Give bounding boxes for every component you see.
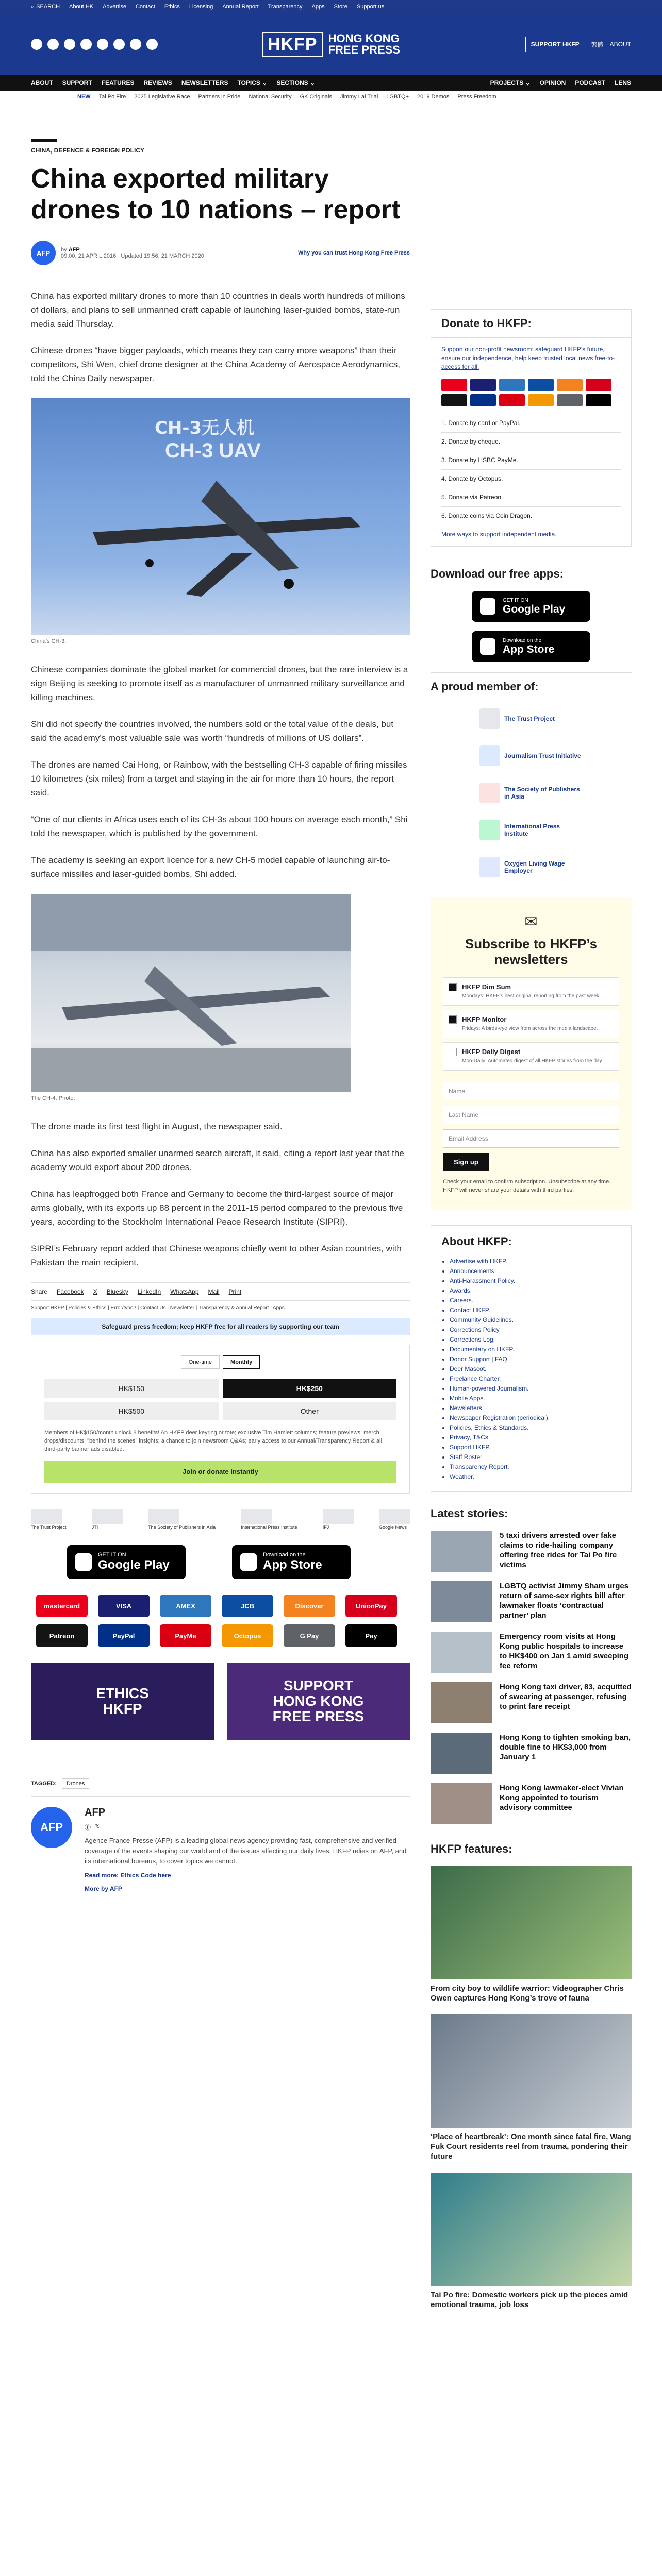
google-pay-icon[interactable]: G Pay [284, 1624, 335, 1647]
newsletter-note: Check your email to confirm subscription. Unsubscribe at any time. HKFP will never share your details with third parties. [443, 1179, 611, 1193]
trending-item[interactable]: GK Originals [300, 93, 332, 100]
drone-silhouette [31, 398, 410, 635]
press-freedom-banner[interactable]: Safeguard press freedom; keep HKFP free for all readers by supporting our team [31, 1318, 410, 1335]
checkbox-checked[interactable] [449, 1015, 457, 1024]
trending-item[interactable]: Press Freedom [457, 93, 496, 100]
article-paragraph: China has exported military drones to more than 10 countries in deals worth hundreds of millions of dollars, and plans to sell unmanned craft capable of launching laser-guided bombs, state-run media said Thursday. [31, 291, 405, 329]
image-caption: The CH-4. Photo: [31, 1095, 75, 1101]
site-header [0, 13, 662, 75]
newsletter-signup [431, 897, 632, 1210]
about-link[interactable]: • Weather. [450, 1472, 621, 1482]
amount-option[interactable]: HK$500 [44, 1402, 219, 1420]
visa-icon [470, 379, 496, 391]
mastercard-icon[interactable]: mastercard [36, 1595, 88, 1617]
main-nav [0, 75, 662, 91]
publish-date: 09:00, 21 APRIL 2016 [61, 253, 117, 259]
latest-story[interactable]: Hong Kong lawmaker-elect Vivian Kong appointed to tourism advisory committee [431, 1783, 632, 1824]
paypal-icon[interactable]: PayPal [98, 1624, 150, 1647]
apple-icon [480, 638, 495, 655]
donate-option[interactable]: 3. Donate by HSBC PayMe. [441, 451, 621, 469]
updated-date: Updated 19:56, 21 MARCH 2020 [121, 253, 204, 259]
facebook-icon[interactable]: ⓕ [85, 1824, 91, 1831]
share-whatsapp[interactable]: WhatsApp [170, 1288, 199, 1295]
topbar-link[interactable]: Ethics [164, 4, 180, 10]
chinese-link[interactable]: 繁體 [591, 41, 604, 48]
envelope-icon: ✉ [524, 913, 538, 930]
tag-drones[interactable]: Drones [62, 1778, 89, 1789]
member-title: A proud member of: [431, 672, 632, 693]
article [31, 139, 410, 2321]
article-paragraph: China has leapfrogged both France and Germany to become the third-largest source of major arms globally, with its exports up 88 percent in the 2011-15 period compared to the previous five years, according to the Stockholm International Peace Research Institute (SIPRI). [31, 1189, 403, 1227]
trust-logos: The Trust Project JTI The Society of Publishers in Asia International Press Institute IFJ Google News [31, 1509, 410, 1530]
social-icons [31, 39, 158, 50]
ifj-logo[interactable] [323, 1509, 354, 1524]
patreon-icon [441, 394, 467, 406]
share-facebook[interactable]: Facebook [57, 1288, 84, 1295]
latest-story[interactable]: Hong Kong taxi driver, 83, acquitted of swearing at passenger, refusing to print fare receipt [431, 1682, 632, 1723]
about-link[interactable]: • Corrections Log. [450, 1335, 621, 1345]
donate-option[interactable]: 6. Donate coins via Coin Dragon. [441, 506, 621, 525]
latest-story[interactable]: Emergency room visits at Hong Kong public hospitals to increase to HK$400 on Jan 1 amid sweeping fee reform [431, 1632, 632, 1673]
feature-story[interactable]: ‘Place of heartbreak’: One month since fatal fire, Wang Fuk Court residents reel from trauma, pondering their future [431, 2014, 632, 2161]
linkedin-icon[interactable] [113, 39, 125, 50]
sopa-icon [479, 783, 500, 803]
oxygen-logo[interactable]: Oxygen Living Wage Employer [479, 852, 583, 882]
share-linkedin[interactable]: LinkedIn [137, 1288, 161, 1295]
author-name[interactable]: AFP [68, 247, 80, 253]
google-play-badge[interactable]: GET IT ON Google Play [472, 591, 590, 622]
share-bluesky[interactable]: Bluesky [106, 1288, 128, 1295]
more-ways-link[interactable]: More ways to support independent media. [441, 531, 557, 538]
about-link[interactable]: • Documentary on HKFP. [450, 1345, 621, 1354]
topbar-link[interactable]: Store [334, 4, 347, 10]
jcb-icon [528, 379, 554, 391]
drone-photo-ch3: CH-3无人机 CH-3 UAV [31, 398, 410, 635]
trending-item[interactable]: LGBTQ+ [386, 93, 409, 100]
share-mail[interactable]: Mail [208, 1288, 220, 1295]
author-box [31, 1796, 410, 1893]
trending-item[interactable]: Jimmy Lai Trial [340, 93, 378, 100]
article-paragraph: China has also exported smaller unarmed search aircraft, it said, citing a report last year that the academy would export about 200 drones. [31, 1148, 404, 1172]
monthly-tab[interactable]: Monthly [223, 1355, 260, 1369]
payment-methods [31, 1595, 410, 1647]
top-utility-bar [0, 0, 662, 13]
ipi-logo[interactable]: International Press Institute [479, 815, 583, 845]
discover-icon [557, 379, 583, 391]
share-bar: Share Facebook X Bluesky LinkedIn WhatsApp Mail Print [31, 1282, 410, 1301]
topbar-link[interactable]: About HK [69, 4, 94, 10]
donate-box [431, 309, 632, 547]
donate-option[interactable]: 2. Donate by cheque. [441, 432, 621, 451]
donate-option[interactable]: 1. Donate by card or PayPal. [441, 414, 621, 432]
mastercard-icon [441, 379, 467, 391]
last-name-input[interactable]: Last Name [443, 1106, 619, 1124]
about-link[interactable]: • Contact HKFP. [450, 1306, 621, 1315]
facebook-icon[interactable] [31, 39, 42, 50]
nav-item[interactable]: SECTIONS ⌄ [276, 79, 316, 87]
latest-story[interactable]: 5 taxi drivers arrested over fake claims to ride-hailing company offering free rides for Tai Po fire victims [431, 1531, 632, 1572]
trending-item[interactable]: National Security [249, 93, 292, 100]
about-link[interactable]: • Deer Mascot. [450, 1364, 621, 1374]
about-link[interactable]: • Corrections Policy. [450, 1325, 621, 1335]
newsletter-title: Subscribe to HKFP’s newsletters [465, 936, 598, 967]
article-paragraph: The academy is seeking an export licence for a new CH-5 model capable of launching air-to-surface missiles and laser-guided bombs, Shi added. [31, 855, 390, 879]
x-icon[interactable]: 𝕏 [95, 1823, 100, 1830]
unionpay-icon[interactable]: UnionPay [345, 1595, 397, 1617]
trending-item[interactable]: Partners in Pride [198, 93, 241, 100]
nav-item[interactable]: FEATURES [101, 79, 135, 87]
about-link[interactable]: • Newspaper Registration (periodical). [450, 1413, 621, 1423]
article-category[interactable]: CHINA, DEFENCE & FOREIGN POLICY [31, 147, 145, 154]
topbar-link[interactable]: Advertise [103, 4, 126, 10]
trust-project-logo[interactable] [31, 1509, 62, 1524]
instagram-icon[interactable] [64, 39, 75, 50]
trending-item[interactable]: 2019 Demos [417, 93, 450, 100]
trending-bar: NEW Tai Po Fire 2025 Legislative Race Partners in Pride National Security GK Originals Jimmy Lai Trial LGBTQ+ 2019 Demos Press Freedom [0, 91, 662, 103]
author-avatar[interactable]: AFP [31, 1807, 72, 1848]
topbar-link[interactable]: Transparency [268, 4, 303, 10]
article-paragraph: SIPRI’s February report added that Chinese weapons chiefly went to other Asian countries, with Pakistan the main recipient. [31, 1244, 402, 1267]
promo-banners [31, 1663, 410, 1740]
jti-logo[interactable] [92, 1509, 123, 1524]
nav-item[interactable]: REVIEWS [143, 79, 172, 87]
latest-story[interactable]: LGBTQ activist Jimmy Sham urges return of same-sex rights bill after lawmaker floats ‘contractual partner’ plan [431, 1581, 632, 1622]
search-icon: ⌕ [31, 3, 35, 10]
story-thumbnail [431, 1581, 492, 1622]
member-logos [431, 704, 632, 882]
signup-button[interactable]: Sign up [443, 1153, 489, 1171]
article-title: China exported military drones to 10 nations – report [31, 164, 401, 225]
article-paragraph: The drones are named Cai Hong, or Rainbow, with the bestselling CH-3 capable of firing missiles 10 kilometres (six miles) from a target and staying in the air for more than 10 hours, the report said. [31, 760, 407, 798]
feature-image [431, 2173, 632, 2286]
trending-item[interactable]: Tai Po Fire [98, 93, 126, 100]
threads-icon[interactable] [80, 39, 92, 50]
author-bio: Agence France-Presse (AFP) is a leading global news agency providing fast, comprehensive and verified coverage of the events shaping our world and of the issues affecting our daily lives. HKFP relies on AFP, and its international bureaus, to cover topics we cannot. [85, 1837, 407, 1865]
support-banner[interactable]: SUPPORT HONG KONG FREE PRESS [227, 1663, 410, 1740]
share-x[interactable]: X [93, 1288, 97, 1295]
sopa-logo[interactable] [148, 1509, 179, 1524]
donate-widget [31, 1345, 410, 1494]
drone-silhouette [31, 894, 351, 1092]
google-play-badge[interactable]: GET IT ON Google Play [67, 1545, 186, 1579]
donate-option[interactable]: 5. Donate via Patreon. [441, 488, 621, 506]
about-link[interactable]: ABOUT [609, 41, 631, 48]
about-title: About HKFP: [441, 1235, 512, 1248]
oxygen-icon [479, 857, 500, 877]
nav-item[interactable]: TOPICS ⌄ [237, 79, 268, 87]
about-link[interactable]: • Human-powered Journalism. [450, 1384, 621, 1394]
author-name[interactable]: AFP [85, 1807, 105, 1818]
app-store-badges [31, 1545, 410, 1579]
about-link[interactable]: • Community Guidelines. [450, 1315, 621, 1325]
about-link[interactable]: • Newsletters. [450, 1403, 621, 1413]
donate-option[interactable]: 4. Donate by Octopus. [441, 469, 621, 488]
apps-title: Download our free apps: [431, 560, 632, 581]
feature-image [431, 2014, 632, 2128]
sopa-logo[interactable]: The Society of Publishers in Asia [479, 778, 583, 808]
story-thumbnail [431, 1531, 492, 1572]
about-link[interactable]: • Mobile Apps. [450, 1394, 621, 1403]
apple-pay-icon[interactable]: Pay [345, 1624, 397, 1647]
google-play-icon [480, 598, 495, 615]
amex-icon[interactable]: AMEX [160, 1595, 211, 1617]
story-thumbnail [431, 1733, 492, 1774]
ipi-icon [479, 820, 500, 840]
about-link[interactable]: • Awards. [450, 1286, 621, 1296]
support-button[interactable]: SUPPORT HKFP [525, 37, 585, 52]
about-box [431, 1225, 632, 1492]
discover-icon[interactable]: Discover [284, 1595, 335, 1617]
nav-item[interactable]: NEWSLETTERS [181, 79, 228, 87]
nav-item[interactable]: LENS [614, 79, 631, 87]
features-title: HKFP features: [431, 1835, 632, 1856]
sidebar [431, 139, 632, 2321]
unionpay-icon [586, 379, 611, 391]
feature-story[interactable]: From city boy to wildlife warrior: Videographer Chris Owen captures Hong Kong’s trove of fauna [431, 1866, 632, 2003]
article-paragraph: Chinese drones “have bigger payloads, which means they can carry more weapons” than their competitors, Shi Wen, chief drone designer at the China Academy of Aerospace Aerodynamics, told the China Daily newspaper. [31, 346, 400, 383]
app-store-badge[interactable]: Download on the App Store [472, 631, 590, 662]
one-time-tab[interactable]: One-time [181, 1355, 220, 1369]
story-thumbnail [431, 1783, 492, 1824]
google-play-icon [75, 1553, 92, 1571]
amount-option[interactable]: HK$150 [44, 1379, 219, 1398]
trust-link[interactable]: Why you can trust Hong Kong Free Press [298, 250, 410, 256]
payme-icon[interactable]: PayMe [160, 1624, 211, 1647]
story-thumbnail [431, 1632, 492, 1673]
join-button[interactable]: Join or donate instantly [44, 1461, 396, 1483]
membership-benefits: Members of HK$150/month unlock 8 benefits! An HKFP deer keyring or tote; exclusive Tim Hamlett columns; feature previews; merch drops/discounts; "behind the scenes" insights; a chance to join newsroom Q&As; early access to our Annual/Transparency Report & all third-party banner ads disabled. [44, 1430, 382, 1452]
feature-story[interactable]: Tai Po fire: Domestic workers pick up the pieces amid emotional trauma, job loss [431, 2173, 632, 2310]
visa-icon[interactable]: VISA [98, 1595, 150, 1617]
paypal-icon [470, 394, 496, 406]
tags: TAGGED: Drones [31, 1771, 410, 1789]
trending-item[interactable]: 2025 Legislative Race [134, 93, 190, 100]
x-icon[interactable] [47, 39, 59, 50]
newsletter-option[interactable]: HKFP Monitor Fridays: A birds-eye view from across the media landscape. [443, 1010, 619, 1038]
about-link[interactable]: • Transparency Report. [450, 1462, 621, 1472]
category-rule [31, 139, 57, 142]
latest-title: Latest stories: [431, 1507, 508, 1520]
topbar-link[interactable]: Contact [135, 4, 155, 10]
checkbox-checked[interactable] [449, 983, 457, 991]
donate-text-link[interactable]: Support our non-profit newsroom: safeguard HKFP’s future, ensure our independence, help keep trusted local news free-to-access for all. [441, 346, 615, 370]
patreon-icon[interactable]: Patreon [36, 1624, 88, 1647]
image-caption: China’s CH-3. [31, 638, 67, 645]
trust-project-icon [479, 708, 500, 729]
article-paragraph: The drone made its first test flight in August, the newspaper said. [31, 1122, 283, 1131]
nav-item[interactable]: ABOUT [31, 79, 53, 87]
about-link[interactable]: • Staff Roster. [450, 1452, 621, 1462]
ethics-banner[interactable]: ETHICS HKFP [31, 1663, 214, 1740]
article-footer-links[interactable]: Support HKFP | Policies & Ethics | Error/typo? | Contact Us | Newsletter | Transparency & Annual Report | Apps [31, 1305, 285, 1311]
email-input[interactable]: Email Address [443, 1129, 619, 1148]
checkbox[interactable] [449, 1048, 457, 1056]
newsletter-option[interactable]: HKFP Dim Sum Mondays: HKFP’s best original reporting from the past week. [443, 977, 619, 1006]
byline: AFP by AFP 09:00, 21 APRIL 2016 Updated 19:56, 21 MARCH 2020 Why you can trust Hong Kong Free Press [31, 241, 410, 276]
site-logo[interactable]: HKFP HONG KONG FREE PRESS [262, 32, 400, 57]
amount-option[interactable]: Other [223, 1402, 397, 1420]
about-link[interactable]: • Donor Support | FAQ. [450, 1354, 621, 1364]
nav-item[interactable]: PODCAST [575, 79, 605, 87]
apple-pay-icon [586, 394, 611, 406]
google-news-logo[interactable] [379, 1509, 410, 1524]
about-link[interactable]: • Policies, Ethics & Standards. [450, 1423, 621, 1433]
octopus-icon[interactable]: Octopus [222, 1624, 273, 1647]
nav-item[interactable]: SUPPORT [62, 79, 92, 87]
email-icon[interactable] [146, 39, 158, 50]
ipi-logo[interactable] [241, 1509, 272, 1524]
topbar-link[interactable]: Licensing [189, 4, 213, 10]
feature-image [431, 1866, 632, 1979]
jti-logo[interactable]: Journalism Trust Initiative [479, 741, 583, 771]
about-link[interactable]: • Announcements. [450, 1266, 621, 1276]
name-input[interactable]: Name [443, 1082, 619, 1100]
nav-item[interactable]: OPINION [539, 79, 566, 87]
more-by-author-link[interactable]: More by AFP [85, 1885, 122, 1892]
telegram-icon[interactable] [130, 39, 141, 50]
topbar-link[interactable]: Support us [356, 4, 385, 10]
about-link[interactable]: • Freelance Charter. [450, 1374, 621, 1384]
topbar-link[interactable]: Annual Report [222, 4, 259, 10]
payment-icons [441, 379, 621, 406]
article-paragraph: Chinese companies dominate the global market for commercial drones, but the rare interview is a sign Beijing is seeking to promote itself as a manufacturer of unmanned military surveillance and killing machines. [31, 665, 408, 702]
about-link[interactable]: • Privacy, T&Cs. [450, 1433, 621, 1443]
topbar-link[interactable]: Apps [311, 4, 325, 10]
amex-icon [499, 379, 525, 391]
apple-icon [240, 1553, 257, 1571]
donate-title: Donate to HKFP: [431, 310, 631, 338]
app-store-badge[interactable]: Download on the App Store [232, 1545, 351, 1579]
latest-story[interactable]: Hong Kong to tighten smoking ban, double fine to HK$3,000 from January 1 [431, 1733, 632, 1774]
payme-icon [499, 394, 525, 406]
about-link[interactable]: • Advertise with HKFP. [450, 1257, 621, 1266]
jcb-icon[interactable]: JCB [222, 1595, 273, 1617]
nav-item[interactable]: PROJECTS ⌄ [490, 79, 531, 87]
about-link[interactable]: • Support HKFP. [450, 1443, 621, 1452]
trust-project-logo[interactable]: The Trust Project [479, 704, 583, 734]
article-paragraph: “One of our clients in Africa uses each of its CH-3s about 100 hours on average each month,” Shi told the newspaper, which is published by the government. [31, 815, 408, 838]
drone-photo-ch4 [31, 894, 351, 1092]
about-link[interactable]: • Anti-Harassment Policy. [450, 1276, 621, 1286]
search-button[interactable]: ⌕ SEARCH [31, 3, 60, 10]
youtube-icon[interactable] [97, 39, 108, 50]
latest-stories [431, 1531, 632, 1824]
article-paragraph: Shi did not specify the countries involved, the numbers sold or the total value of the deals, but said the academy’s most valuable sale was worth “hundreds of millions of US dollars”. [31, 719, 394, 743]
about-link[interactable]: • Careers. [450, 1296, 621, 1306]
share-print[interactable]: Print [228, 1288, 242, 1295]
google-pay-icon [557, 394, 583, 406]
amount-option[interactable]: HK$250 [223, 1379, 397, 1398]
ethics-code-link[interactable]: Read more: Ethics Code here [85, 1872, 171, 1879]
author-avatar[interactable]: AFP [31, 241, 56, 265]
octopus-icon [528, 394, 554, 406]
newsletter-option[interactable]: HKFP Daily Digest Mon-Daily: Automated digest of all HKFP stories from the day. [443, 1042, 619, 1071]
jti-icon [479, 745, 500, 766]
story-thumbnail [431, 1682, 492, 1723]
